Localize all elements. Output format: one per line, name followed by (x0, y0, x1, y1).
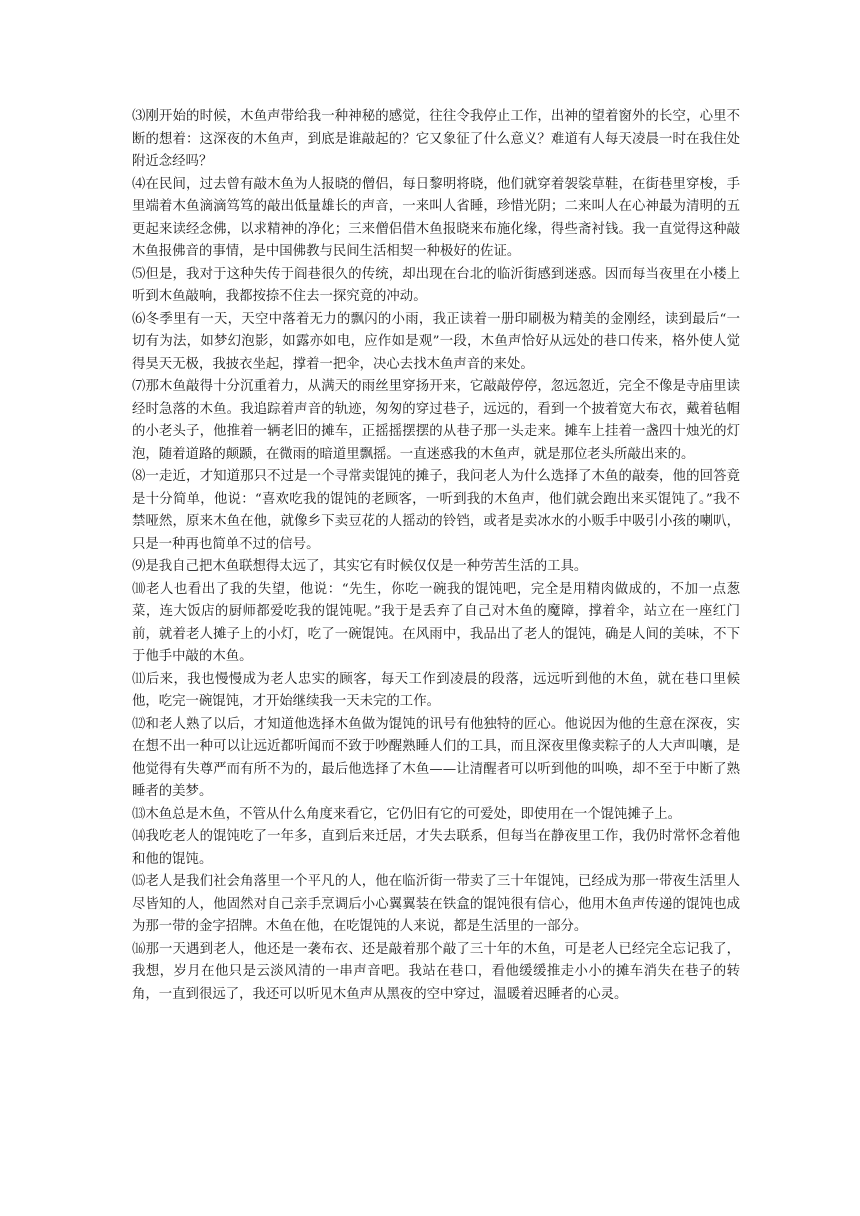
paragraph-6: ⑹冬季里有一天，天空中落着无力的飘闪的小雨，我正读着一册印刷极为精美的金刚经，读到最后“一切有为法，如梦幻泡影，如露亦如电，应作如是观”一段，木鱼声恰好从远处的巷口传来，格外使人觉得昊天无极，我披衣坐起，撑着一把伞，决心去找木鱼声音的来处。 (132, 311, 740, 372)
paragraph-13: ⒀木鱼总是木鱼，不管从什么角度来看它，它仍旧有它的可爱处，即使用在一个馄饨摊子上。 (132, 806, 682, 822)
document-body (132, 106, 740, 1006)
paragraph-15: ⒂老人是我们社会角落里一个平凡的人，他在临沂街一带卖了三十年馄饨，已经成为那一带夜生活里人尽皆知的人，他固然对自己亲手烹调后小心翼翼装在铁盒的馄饨很有信心，他用木鱼声传递的馄饨也成为那一带的金字招牌。木鱼在他，在吃馄饨的人来说，都是生活里的一部分。 (132, 874, 740, 934)
paragraph-11: ⑾后来，我也慢慢成为老人忠实的顾客，每天工作到凌晨的段落，远远听到他的木鱼，就在巷口里候他，吃完一碗馄饨，才开始继续我一天未完的工作。 (132, 671, 740, 709)
paragraph-9: ⑼是我自己把木鱼联想得太远了，其实它有时候仅仅是一种劳苦生活的工具。 (132, 559, 588, 574)
paragraph-10: ⑽老人也看出了我的失望，他说：“先生，你吃一碗我的馄饨吧，完全是用精肉做成的，不加一点葱菜，连大饭店的厨师都爱吃我的馄饨呢。”我于是丢弃了自己对木鱼的魔障，撑着伞，站立在一座红门前，就着老人摊子上的小灯，吃了一碗馄饨。在风雨中，我品出了老人的馄饨，确是人间的美味，不下于他手中敲的木鱼。 (132, 581, 740, 664)
paragraph-8: ⑻一走近，才知道那只不过是一个寻常卖馄饨的摊子，我问老人为什么选择了木鱼的敲奏，他的回答竟是十分简单，他说：“喜欢吃我的馄饨的老顾客，一听到我的木鱼声，他们就会跑出来买馄饨了。”我不禁哑然，原来木鱼在他，就像乡下卖豆花的人摇动的铃铛，或者是卖冰水的小贩手中吸引小孩的喇叭，只是一种再也简单不过的信号。 (132, 469, 740, 552)
paragraph-12: ⑿和老人熟了以后，才知道他选择木鱼做为馄饨的讯号有他独特的匠心。他说因为他的生意在深夜，实在想不出一种可以让远近都听闻而不致于吵醒熟睡人们的工具，而且深夜里像卖粽子的人大声叫嚷，是他觉得有失尊严而有所不为的，最后他选择了木鱼——让清醒者可以听到他的叫唤，却不至于中断了熟睡者的美梦。 (132, 716, 740, 799)
paragraph-16: ⒃那一天遇到老人，他还是一袭布衣、还是敲着那个敲了三十年的木鱼，可是老人已经完全忘记我了，我想，岁月在他只是云淡风清的一串声音吧。我站在巷口，看他缓缓推走小小的摊车消失在巷子的转角，一直到很远了，我还可以听见木鱼声从黑夜的空中穿过，温暖着迟睡者的心灵。 (132, 941, 740, 1002)
paragraph-7: ⑺那木鱼敲得十分沉重着力，从满天的雨丝里穿扬开来，它敲敲停停，忽远忽近，完全不像是寺庙里读经时急落的木鱼。我追踪着声音的轨迹，匆匆的穿过巷子，远远的，看到一个披着宽大布衣，戴着毡帽的小老头子，他推着一辆老旧的摊车，正摇摇摆摆的从巷子那一头走来。摊车上挂着一盏四十烛光的灯泡，随着道路的颠踬，在微雨的暗道里飘摇。一直迷惑我的木鱼声，就是那位老头所敲出来的。 (132, 379, 740, 462)
paragraph-14: ⒁我吃老人的馄饨吃了一年多，直到后来迁居，才失去联系，但每当在静夜里工作，我仍时常怀念着他和他的馄饨。 (132, 829, 740, 867)
paragraph-4: ⑷在民间，过去曾有敲木鱼为人报晓的僧侣，每日黎明将晓，他们就穿着袈裟草鞋，在街巷里穿梭，手里端着木鱼滴滴笃笃的敲出低量雄长的声音，一来叫人省睡，珍惜光阴；二来叫人在心神最为清明的五更起来读经念佛，以求精神的净化；三来僧侣借木鱼报晓来布施化缘，得些斋衬钱。我一直觉得这种敲木鱼报佛音的事情，是中国佛教与民间生活相契一种极好的佐证。 (132, 176, 740, 259)
paragraph-3: ⑶刚开始的时候，木鱼声带给我一种神秘的感觉，往往令我停止工作，出神的望着窗外的长空，心里不断的想着：这深夜的木鱼声，到底是谁敲起的？它又象征了什么意义？难道有人每天凌晨一时在我住处附近念经吗？ (132, 109, 740, 169)
paragraph-5: ⑸但是，我对于这种失传于阎巷很久的传统，却出现在台北的临沂街感到迷惑。因而每当夜里在小楼上听到木鱼敲响，我都按捺不住去一探究竟的冲动。 (132, 266, 740, 304)
